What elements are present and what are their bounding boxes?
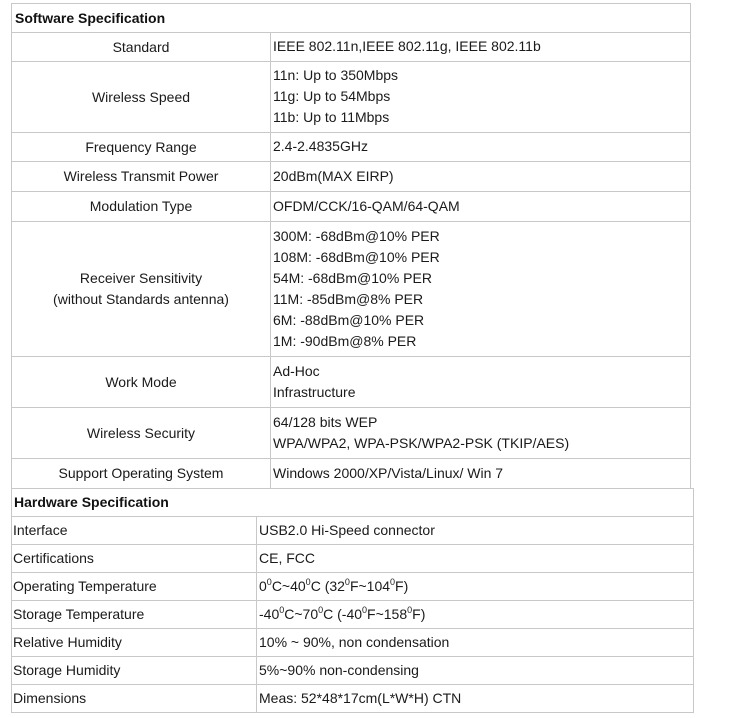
table-row [12,657,694,685]
spec-value-certifications: CE, FCC [257,545,694,573]
table-row [12,33,691,62]
spec-value-operating-system: Windows 2000/XP/Vista/Linux/ Win 7 [271,459,691,489]
spec-value-operating-temperature: $0^0C\sim 40^0C$ $(32^0F\sim 104^0F)$ [257,573,694,601]
degree-symbol: 0 [407,605,413,615]
spec-value-storage-humidity: 5%~90% non-condensing [257,657,694,685]
spec-label-storage-temperature: Storage Temperature [12,601,257,629]
spec-label-storage-humidity: Storage Humidity [12,657,257,685]
table-row [12,517,694,545]
spec-label-standard: Standard [12,33,271,62]
table-row [12,192,691,222]
degree-symbol: 0 [362,605,368,615]
spec-label-frequency-range: Frequency Range [12,133,271,162]
table-row [12,545,694,573]
degree-symbol: 0 [266,577,272,587]
spec-label-modulation-type: Modulation Type [12,192,271,222]
spec-value-work-mode: Ad-Hoc Infrastructure [271,357,691,408]
table-row [12,133,691,162]
software-spec-table [11,3,691,489]
degree-symbol: 0 [344,577,350,587]
spec-label-operating-system: Support Operating System [12,459,271,489]
spec-label-transmit-power: Wireless Transmit Power [12,162,271,192]
spec-label-receiver-sensitivity: Receiver Sensitivity (without Standards antenna) [12,222,271,357]
degree-symbol: 0 [390,577,396,587]
spec-value-receiver-sensitivity: 300M: -68dBm@10% PER 108M: -68dBm@10% PER 54M: -68dBm@10% PER 11M: -85dBm@8% PER 6M: -88dBm@10% PER 1M: -90dBm@8% PER [271,222,691,357]
table-row [12,629,694,657]
degree-symbol: 0 [279,605,285,615]
spec-label-dimensions: Dimensions [12,685,257,713]
table-row [12,408,691,459]
spec-value-frequency-range: 2.4-2.4835GHz [271,133,691,162]
spec-label-interface: Interface [12,517,257,545]
table-row [12,62,691,133]
spec-label-wireless-speed: Wireless Speed [12,62,271,133]
spec-label-work-mode: Work Mode [12,357,271,408]
table-row [12,601,694,629]
degree-symbol: 0 [318,605,324,615]
spec-value-storage-temperature: $-40^0C\sim 70^0C$ $(-40^0F\sim 158^0F)$ [257,601,694,629]
hardware-spec-header-row [12,489,694,517]
spec-label-operating-temperature: Operating Temperature [12,573,257,601]
table-row [12,459,691,489]
software-spec-header-row [12,4,691,33]
spec-label-certifications: Certifications [12,545,257,573]
spec-value-transmit-power: 20dBm(MAX EIRP) [271,162,691,192]
spec-value-relative-humidity: 10% ~ 90%, non condensation [257,629,694,657]
table-row [12,573,694,601]
spec-label-wireless-security: Wireless Security [12,408,271,459]
table-row [12,685,694,713]
table-row [12,162,691,192]
hardware-spec-table [11,488,694,713]
spec-value-modulation-type: OFDM/CCK/16-QAM/64-QAM [271,192,691,222]
spec-value-dimensions: Meas: 52*48*17cm(L*W*H) CTN [257,685,694,713]
spec-value-wireless-speed: 11n: Up to 350Mbps 11g: Up to 54Mbps 11b: Up to 11Mbps [271,62,691,133]
table-row [12,222,691,357]
hardware-spec-title: Hardware Specification [12,489,694,517]
spec-value-wireless-security: 64/128 bits WEP WPA/WPA2, WPA-PSK/WPA2-PSK (TKIP/AES) [271,408,691,459]
degree-symbol: 0 [305,577,311,587]
software-spec-title: Software Specification [12,4,691,33]
spec-value-standard: IEEE 802.11n,IEEE 802.11g, IEEE 802.11b [271,33,691,62]
spec-label-relative-humidity: Relative Humidity [12,629,257,657]
table-row [12,357,691,408]
spec-value-interface: USB2.0 Hi-Speed connector [257,517,694,545]
